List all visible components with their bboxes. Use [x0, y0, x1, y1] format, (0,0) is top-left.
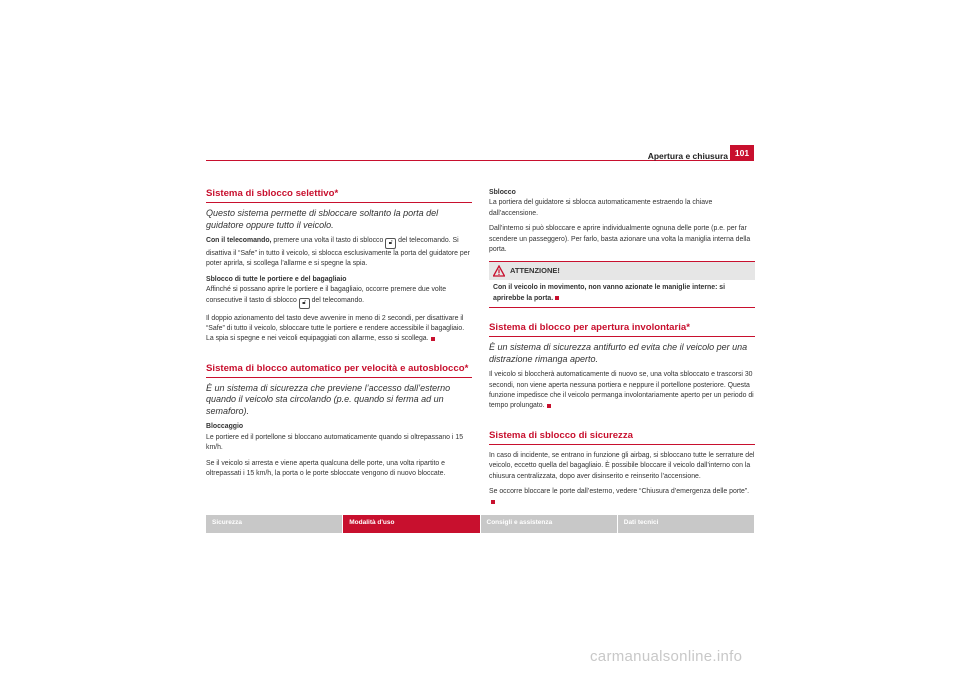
end-of-section-mark: [555, 296, 559, 300]
lead-text: Con il telecomando,: [206, 237, 272, 244]
warning-header: [489, 262, 755, 280]
section-intro: Questo sistema permette di sbloccare soltanto la porta del guidatore oppure tutto il veicolo.: [206, 208, 439, 230]
subheading: Sblocco: [489, 189, 516, 196]
section-title: Sistema di blocco per apertura involontaria*: [489, 322, 755, 337]
section-title: Sistema di sblocco di sicurezza: [489, 430, 755, 445]
paragraph: [206, 314, 472, 345]
tab-technical-data[interactable]: Dati tecnici: [618, 515, 754, 533]
right-column: [489, 188, 755, 526]
paragraph: [206, 285, 472, 308]
warning-triangle-icon: [493, 265, 505, 277]
text: del telecomando.: [309, 296, 365, 304]
subheading: Bloccaggio: [206, 423, 244, 431]
warning-box: [489, 261, 755, 308]
end-of-section-mark: [491, 500, 495, 504]
end-of-section-mark: [547, 404, 551, 408]
section-involuntary-open: [489, 322, 755, 412]
text: Il veicolo si bloccherà automaticamente di nuovo se, una volta sbloccato e trascorsi 30 secondi, non viene aperta nessuna portiera e neppure il portellone posteriore. Questa funzione impedisce che il veicolo permanga involontariamente aperto per un periodo di tempo prolungato.: [489, 371, 754, 410]
text: Con il veicolo in movimento, non vanno azionate le maniglie interne: si aprirebbe la porta.: [493, 284, 726, 302]
text: premere una volta il tasto di sblocco: [271, 237, 386, 244]
paragraph: Le portiere ed il portellone si bloccano automaticamente quando si oltrepassano i 15 km/h.: [206, 433, 464, 452]
unlock-key-icon: 🔓︎: [385, 238, 396, 249]
section-auto-lock: [206, 363, 472, 480]
warning-text: [489, 280, 755, 307]
warning-title: ATTENZIONE!: [510, 266, 560, 276]
page-number: 101: [730, 145, 754, 161]
left-column: [206, 188, 472, 497]
section-selective-unlock: [206, 188, 472, 345]
end-of-section-mark: [431, 337, 435, 341]
page-header-title: Apertura e chiusura: [647, 151, 728, 161]
section-title: Sistema di sblocco selettivo*: [206, 188, 472, 203]
tab-advice[interactable]: Consigli e assistenza: [481, 515, 617, 533]
text: Se occorre bloccare le porte dall’esterno, vedere “Chiusura d’emergenza delle porte”.: [489, 488, 750, 496]
paragraph: La portiera del guidatore si sblocca automaticamente estraendo la chiave dall’accensione.: [489, 199, 713, 217]
watermark: carmanualsonline.info: [590, 648, 743, 665]
section-intro: È un sistema di sicurezza antifurto ed evita che il veicolo per una distrazione rimanga aperto.: [489, 342, 748, 364]
tab-safety[interactable]: Sicurezza: [206, 515, 342, 533]
section-intro: È un sistema di sicurezza che previene l’accesso dall’esterno quando il veicolo sta circolando (p.e. quando si ferma ad un semaforo).: [206, 382, 451, 416]
section-title: Sistema di blocco automatico per velocità e autosblocco*: [206, 363, 472, 378]
paragraph: Se il veicolo si arresta e viene aperta qualcuna delle porte, una volta ripartito e oltrepassati i 15 km/h, la porta o le porte sbloccate vengono di nuovo bloccate.: [206, 459, 446, 477]
paragraph: Dall’interno si può sbloccare e aprire individualmente ognuna delle porte (p.e. per far scendere un passeggero). Per farlo, basta azionare una volta la maniglia interna della porta.: [489, 225, 751, 254]
text: del telecomando. Si disattiva il “Safe” in tutto il veicolo, si sblocca esclusivamente la porta del guidatore per poter aprirla, si scollega l’allarme e si spegne la spia.: [206, 237, 470, 268]
paragraph: [489, 370, 755, 412]
paragraph: [206, 236, 472, 270]
tab-operation[interactable]: Modalità d'uso: [343, 515, 479, 533]
paragraph: In caso di incidente, se entrano in funzione gli airbag, si sbloccano tutte le serrature del veicolo, eccetto quella del bagagliaio. È possibile bloccare il veicolo dall’interno con la chiusura centralizzata, dopo aver disinserito e reinserito l’accensione.: [489, 451, 755, 480]
section-unlock: [489, 188, 755, 255]
paragraph: [489, 487, 755, 508]
section-safety-unlock: [489, 430, 755, 508]
text: Affinché si possano aprire le portiere e il bagagliaio, occorre premere due volte consecutive il tasto di sblocco: [206, 286, 447, 304]
footer-tabs: [206, 515, 754, 533]
text: Il doppio azionamento del tasto deve avvenire in meno di 2 secondi, per disattivare il “Safe” di tutto il veicolo, sbloccare tutte le portiere e rendere accessibile il bagagliaio. La spia si spegne e nei veicoli equipaggiati con allarme, esso si scollega.: [206, 314, 465, 343]
unlock-key-icon: 🔓︎: [299, 298, 310, 309]
subheading: Sblocco di tutte le portiere e del bagagliaio: [206, 275, 347, 283]
